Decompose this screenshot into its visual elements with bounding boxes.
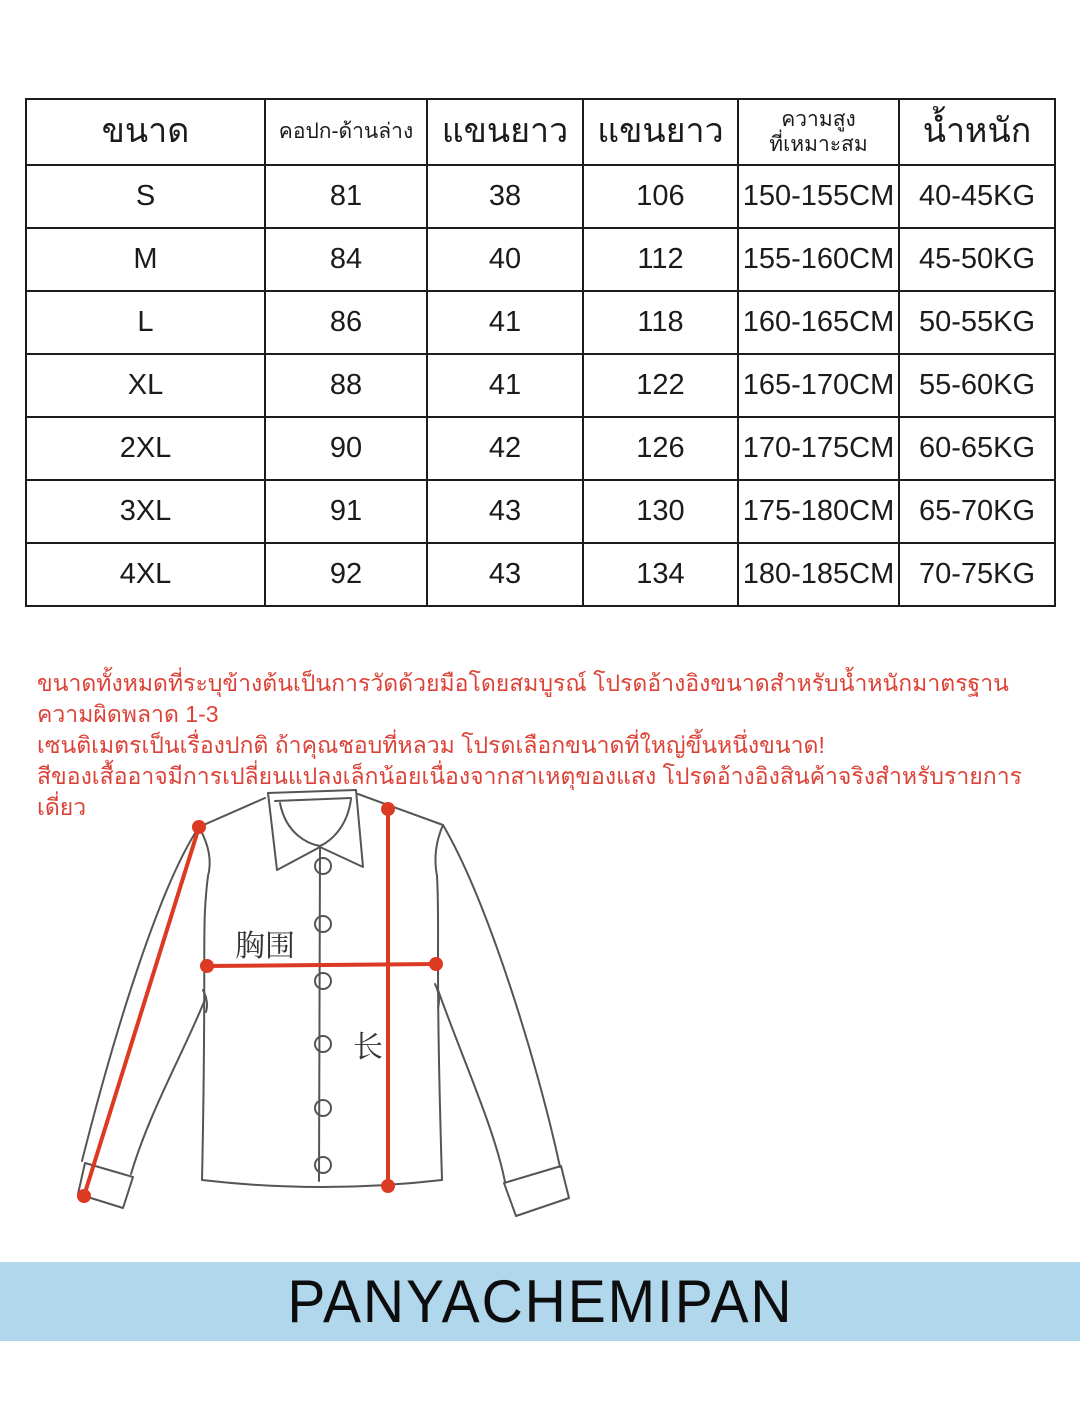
cell-size: M bbox=[26, 228, 265, 291]
cell-weight: 40-45KG bbox=[899, 165, 1055, 228]
cell-size: 4XL bbox=[26, 543, 265, 606]
cell-height: 170-175CM bbox=[738, 417, 899, 480]
brand-name: PANYACHEMIPAN bbox=[286, 1268, 794, 1335]
cell-collar: 86 bbox=[265, 291, 427, 354]
header-sleeve-length: แขนยาว bbox=[427, 99, 583, 165]
notice-line-2: เซนติเมตรเป็นเรื่องปกติ ถ้าคุณชอบที่หลวม โปรดเลือกขนาดที่ใหญ่ขึ้นหนึ่งขนาด! bbox=[37, 732, 825, 758]
table-row-xl bbox=[26, 354, 1055, 417]
brand-footer-band bbox=[0, 1262, 1080, 1341]
cell-weight: 50-55KG bbox=[899, 291, 1055, 354]
cell-height: 175-180CM bbox=[738, 480, 899, 543]
cell-length: 122 bbox=[583, 354, 738, 417]
size-table-section bbox=[25, 98, 1056, 607]
cell-size: S bbox=[26, 165, 265, 228]
cell-sleeve: 41 bbox=[427, 291, 583, 354]
cell-sleeve: 40 bbox=[427, 228, 583, 291]
cell-sleeve: 43 bbox=[427, 543, 583, 606]
cell-sleeve: 38 bbox=[427, 165, 583, 228]
cell-size: 2XL bbox=[26, 417, 265, 480]
cell-sleeve: 43 bbox=[427, 480, 583, 543]
table-row-3xl bbox=[26, 480, 1055, 543]
cell-length: 118 bbox=[583, 291, 738, 354]
measurement-lines bbox=[84, 809, 436, 1196]
cell-height: 150-155CM bbox=[738, 165, 899, 228]
cell-sleeve: 41 bbox=[427, 354, 583, 417]
cell-height: 165-170CM bbox=[738, 354, 899, 417]
header-suitable-height bbox=[738, 99, 899, 165]
size-table bbox=[25, 98, 1056, 607]
shirt-measurement-diagram bbox=[75, 780, 575, 1235]
cell-collar: 91 bbox=[265, 480, 427, 543]
header-row bbox=[26, 99, 1055, 165]
cell-weight: 60-65KG bbox=[899, 417, 1055, 480]
header-suitable-height-line1: ความสูง bbox=[781, 107, 856, 131]
cell-size: L bbox=[26, 291, 265, 354]
header-weight: น้ำหนัก bbox=[899, 99, 1055, 165]
cell-collar: 90 bbox=[265, 417, 427, 480]
header-length: แขนยาว bbox=[583, 99, 738, 165]
table-row-4xl bbox=[26, 543, 1055, 606]
length-label: 长 bbox=[353, 1030, 383, 1065]
shirt-outline bbox=[78, 790, 569, 1216]
header-collar-bottom: คอปก-ด้านล่าง bbox=[265, 99, 427, 165]
cell-height: 160-165CM bbox=[738, 291, 899, 354]
cell-length: 134 bbox=[583, 543, 738, 606]
table-row-l bbox=[26, 291, 1055, 354]
cell-length: 126 bbox=[583, 417, 738, 480]
cell-collar: 92 bbox=[265, 543, 427, 606]
cell-length: 130 bbox=[583, 480, 738, 543]
notice-line-3: สีของเสื้ออาจมีการเปลี่ยนแปลงเล็กน้อยเนื่องจากสาเหตุของแสง โปรดอ้างอิงสินค้าจริงสำหรับรายการเดี่ยว bbox=[37, 763, 1022, 820]
cell-height: 155-160CM bbox=[738, 228, 899, 291]
cell-collar: 88 bbox=[265, 354, 427, 417]
table-row-2xl bbox=[26, 417, 1055, 480]
cell-size: XL bbox=[26, 354, 265, 417]
cell-sleeve: 42 bbox=[427, 417, 583, 480]
chest-label: 胸围 bbox=[235, 929, 295, 964]
cell-collar: 81 bbox=[265, 165, 427, 228]
notice-line-1: ขนาดทั้งหมดที่ระบุข้างต้นเป็นการวัดด้วยมือโดยสมบูรณ์ โปรดอ้างอิงขนาดสำหรับน้ำหนักมาตรฐาน ความผิดพลาด 1-3 bbox=[37, 670, 1009, 727]
cell-weight: 65-70KG bbox=[899, 480, 1055, 543]
cell-length: 106 bbox=[583, 165, 738, 228]
cell-size: 3XL bbox=[26, 480, 265, 543]
cell-collar: 84 bbox=[265, 228, 427, 291]
table-row-m bbox=[26, 228, 1055, 291]
cell-height: 180-185CM bbox=[738, 543, 899, 606]
chest-measure-line bbox=[207, 964, 436, 966]
cell-weight: 55-60KG bbox=[899, 354, 1055, 417]
header-suitable-height-line2: ที่เหมาะสม bbox=[769, 133, 868, 156]
cell-weight: 45-50KG bbox=[899, 228, 1055, 291]
header-size: ขนาด bbox=[26, 99, 265, 165]
cell-weight: 70-75KG bbox=[899, 543, 1055, 606]
cell-length: 112 bbox=[583, 228, 738, 291]
table-row-s bbox=[26, 165, 1055, 228]
